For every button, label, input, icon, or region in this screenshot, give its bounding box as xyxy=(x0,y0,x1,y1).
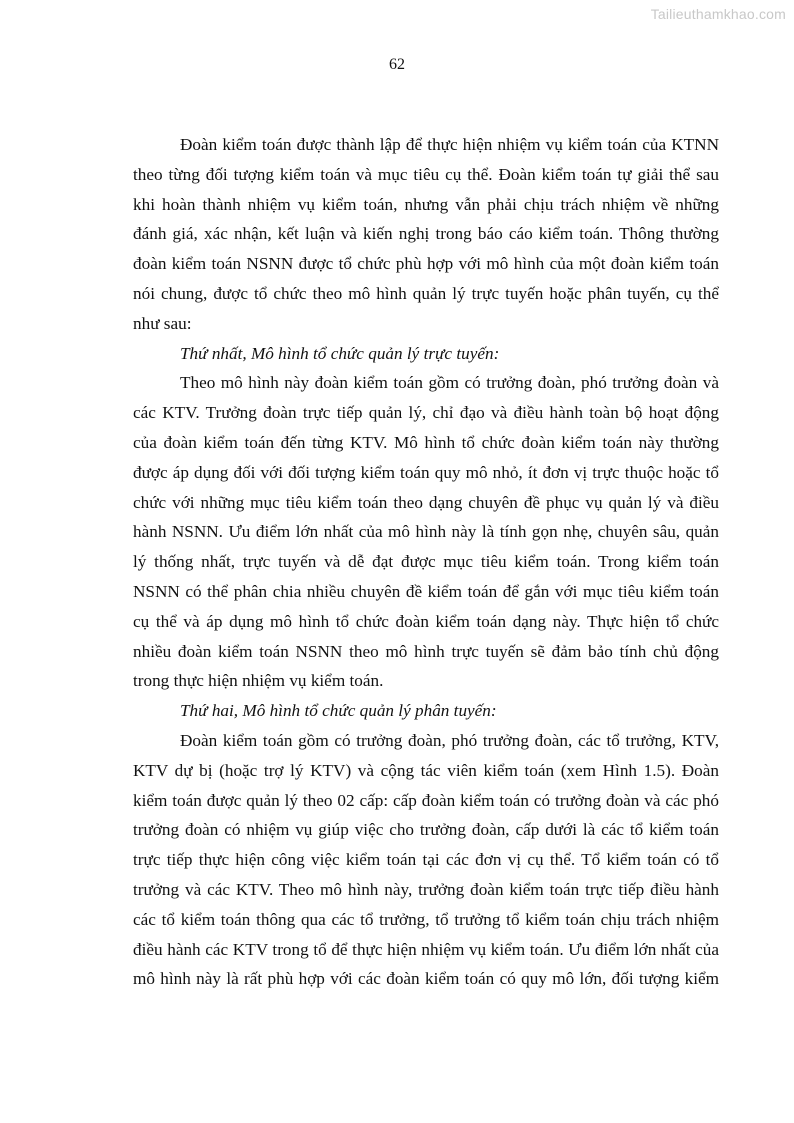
section-heading xyxy=(133,339,719,369)
text-line: Thứ nhất, Mô hình tổ chức quản lý trực tuyến: xyxy=(180,343,500,363)
text-line: hành NSNN. Ưu điểm lớn nhất của mô hình này là tính gọn nhẹ, chuyên sâu, quản xyxy=(133,522,719,542)
text-line: kiểm toán được quản lý theo 02 cấp: cấp đoàn kiểm toán có trưởng đoàn và các phó xyxy=(133,790,719,810)
text-line: như sau: xyxy=(133,313,192,333)
text-line: Đoàn kiểm toán được thành lập để thực hiện nhiệm vụ kiểm toán của KTNN xyxy=(180,135,719,154)
section-heading xyxy=(133,696,719,726)
text-line: cụ thể và áp dụng mô hình tổ chức đoàn kiểm toán dạng này. Thực hiện tổ chức xyxy=(133,611,719,631)
text-line: nói chung, được tổ chức theo mô hình quản lý trực tuyến hoặc phân tuyến, cụ thể xyxy=(133,283,719,303)
document-body xyxy=(133,130,719,994)
text-line: nhiều đoàn kiểm toán NSNN theo mô hình trực tuyến sẽ đảm bảo tính chủ động xyxy=(133,641,719,661)
text-line: theo từng đối tượng kiểm toán và mục tiêu cụ thể. Đoàn kiểm toán tự giải thể sau xyxy=(133,164,719,184)
text-line: mô hình này là rất phù hợp với các đoàn kiểm toán có quy mô lớn, đối tượng kiểm xyxy=(133,969,719,989)
text-line: của đoàn kiểm toán đến từng KTV. Mô hình tổ chức đoàn kiểm toán này thường xyxy=(133,432,719,452)
text-line: lý thống nhất, trực tuyến và dễ đạt được mục tiêu kiểm toán. Trong kiểm toán xyxy=(133,552,719,572)
text-line: Theo mô hình này đoàn kiểm toán gồm có trưởng đoàn, phó trưởng đoàn và xyxy=(180,373,719,393)
text-line: khi hoàn thành nhiệm vụ kiểm toán, nhưng vẫn phải chịu trách nhiệm về những xyxy=(133,194,719,214)
text-line: các tổ kiểm toán thông qua các tổ trưởng, tổ trưởng tổ kiểm toán chịu trách nhiệm xyxy=(133,909,719,929)
text-line: Đoàn kiểm toán gồm có trưởng đoàn, phó trưởng đoàn, các tổ trưởng, KTV, xyxy=(180,730,719,750)
paragraph xyxy=(133,726,719,994)
text-line: KTV dự bị (hoặc trợ lý KTV) và cộng tác viên kiểm toán (xem Hình 1.5). Đoàn xyxy=(133,760,719,780)
page-number: 62 xyxy=(389,56,405,73)
text-line: điều hành các KTV trong tổ để thực hiện nhiệm vụ kiểm toán. Ưu điểm lớn nhất của xyxy=(133,939,719,959)
text-line: NSNN có thể phân chia nhiều chuyên đề kiểm toán để gắn với mục tiêu kiểm toán xyxy=(133,581,719,601)
text-line: trưởng và các KTV. Theo mô hình này, trưởng đoàn kiểm toán trực tiếp điều hành xyxy=(133,879,719,899)
text-line: đánh giá, xác nhận, kết luận và kiến nghị trong báo cáo kiểm toán. Thông thường xyxy=(133,224,719,244)
text-line: trực tiếp thực hiện công việc kiểm toán tại các đơn vị cụ thể. Tổ kiểm toán có tổ xyxy=(133,850,719,870)
paragraph xyxy=(133,130,719,339)
paragraph xyxy=(133,368,719,696)
watermark: Tailieuthamkhao.com xyxy=(650,6,786,22)
text-line: được áp dụng đối với đối tượng kiểm toán quy mô nhỏ, ít đơn vị trực thuộc hoặc tổ xyxy=(133,462,719,482)
text-line: trưởng đoàn có nhiệm vụ giúp việc cho trưởng đoàn, cấp dưới là các tổ kiểm toán xyxy=(133,820,719,840)
text-line: đoàn kiểm toán NSNN được tổ chức phù hợp với mô hình của một đoàn kiểm toán xyxy=(133,254,719,274)
text-line: trong thực hiện nhiệm vụ kiểm toán. xyxy=(133,671,384,691)
text-line: chức với những mục tiêu kiểm toán theo dạng chuyên đề phục vụ quản lý và điều xyxy=(133,492,719,512)
text-line: các KTV. Trưởng đoàn trực tiếp quản lý, chỉ đạo và điều hành toàn bộ hoạt động xyxy=(133,403,719,423)
text-line: Thứ hai, Mô hình tổ chức quản lý phân tuyến: xyxy=(180,701,497,721)
